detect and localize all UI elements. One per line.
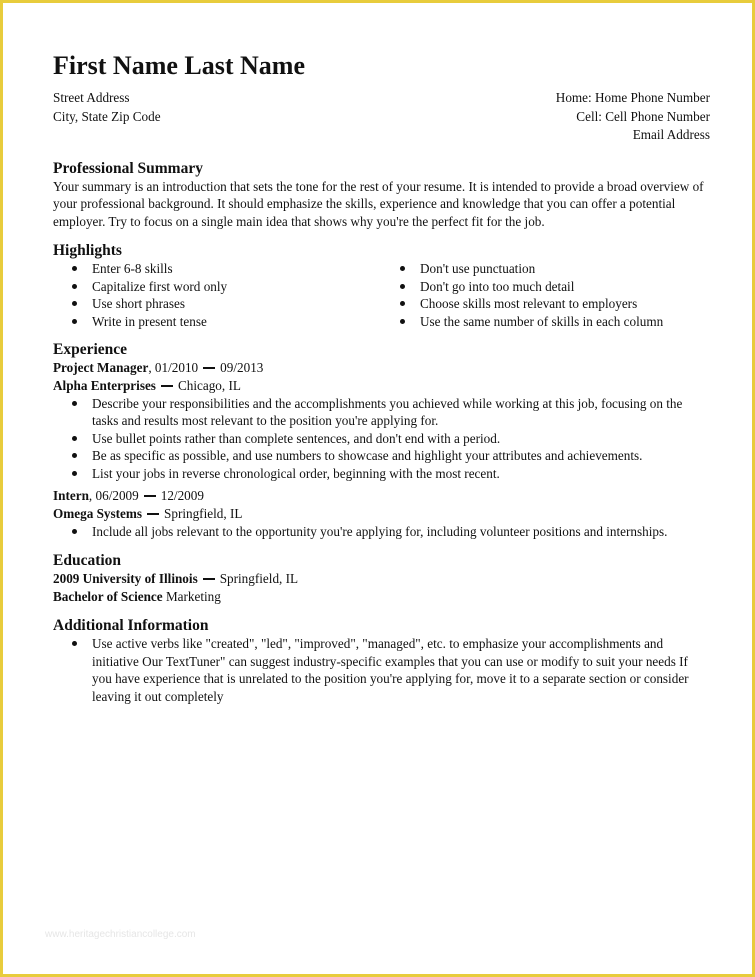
degree-line xyxy=(53,588,710,606)
bullet-icon xyxy=(72,266,77,271)
degree-field: Marketing xyxy=(162,589,221,605)
home-phone: Home: Home Phone Number xyxy=(555,90,710,105)
job-bullets xyxy=(53,523,710,541)
list-item: Don't go into too much detail xyxy=(381,278,709,296)
company-name: Omega Systems xyxy=(53,505,143,521)
highlights-heading: Highlights xyxy=(53,242,122,260)
resume-document xyxy=(53,50,710,706)
list-item: Don't use punctuation xyxy=(381,260,709,278)
company-location: Springfield, IL xyxy=(164,505,243,521)
summary-heading: Professional Summary xyxy=(53,159,203,177)
bullet-icon xyxy=(72,453,77,458)
dash-icon xyxy=(203,578,215,580)
job-entry-1 xyxy=(53,359,710,483)
bullet-icon xyxy=(72,319,77,324)
company-name: Alpha Enterprises xyxy=(53,377,156,393)
bullet-icon xyxy=(400,301,405,306)
school-location: Springfield, IL xyxy=(219,571,299,587)
cell-phone: Cell: Cell Phone Number xyxy=(576,108,710,124)
address-block xyxy=(53,89,161,145)
education-heading: Education xyxy=(53,552,122,570)
education-section xyxy=(53,551,710,606)
list-item: Use active verbs like "created", "led", "improved", "managed", etc. to emphasize your accomplishments and initiative Our TextTuner" can suggest industry-specific examples that you can use or modify to suit your needs If you have experience that is unrelated to the position you're applying for, move it to a separate section or consider leaving it out completely xyxy=(53,635,710,705)
additional-bullets xyxy=(53,635,710,705)
contact-block xyxy=(53,89,710,145)
highlights-columns xyxy=(53,260,710,330)
list-item: List your jobs in reverse chronological order, beginning with the most recent. xyxy=(53,465,710,483)
bullet-icon xyxy=(72,436,77,441)
bullet-icon xyxy=(72,284,77,289)
list-item: Describe your responsibilities and the accomplishments you achieved while working at this job, focusing on the tasks and results most relevant to the position you're applying for. xyxy=(53,395,710,430)
additional-section xyxy=(53,616,710,705)
watermark-text: www.heritagechristiancollege.com xyxy=(45,929,196,940)
candidate-name: First Name Last Name xyxy=(53,51,305,80)
summary-section xyxy=(53,159,710,231)
bullet-icon xyxy=(72,641,77,646)
list-item: Be as specific as possible, and use numbers to showcase and highlight your attributes and achievements. xyxy=(53,447,710,465)
bullet-icon xyxy=(400,266,405,271)
list-item: Write in present tense xyxy=(53,313,381,331)
job-title-line xyxy=(53,359,710,377)
highlights-left-column xyxy=(53,260,381,330)
dash-icon xyxy=(161,385,173,387)
dash-icon xyxy=(144,495,156,497)
bullet-icon xyxy=(400,319,405,324)
city-state-zip: City, State Zip Code xyxy=(53,108,161,124)
job-bullets xyxy=(53,395,710,483)
school-line xyxy=(53,570,710,588)
list-item: Use the same number of skills in each column xyxy=(381,313,709,331)
job-role: Intern xyxy=(53,487,89,503)
company-line xyxy=(53,377,710,395)
list-item: Capitalize first word only xyxy=(53,278,381,296)
email-address: Email Address xyxy=(632,127,710,142)
degree-name: Bachelor of Science xyxy=(53,589,163,605)
job-role: Project Manager xyxy=(53,359,149,375)
summary-text: Your summary is an introduction that sets the tone for the rest of your resume. It is intended to provide a broad overview of your professional background. It should emphasize the skills, experience and knowledge that you can offer a potential employer. Try to focus on a single main idea that shows why you're the perfect fit for the job. xyxy=(53,178,704,229)
list-item: Use short phrases xyxy=(53,295,381,313)
job-entry-2 xyxy=(53,487,710,541)
job-start-date: , 06/2009 xyxy=(88,487,139,503)
job-start-date: , 01/2010 xyxy=(148,359,199,375)
phone-email-block xyxy=(556,89,710,145)
list-item: Choose skills most relevant to employers xyxy=(381,295,709,313)
bullet-icon xyxy=(72,471,77,476)
list-item: Use bullet points rather than complete sentences, and don't end with a period. xyxy=(53,430,710,448)
job-end-date: 12/2009 xyxy=(160,487,204,503)
list-item: Include all jobs relevant to the opportunity you're applying for, including volunteer positions and internships. xyxy=(53,523,710,541)
additional-heading: Additional Information xyxy=(53,617,209,635)
bullet-icon xyxy=(72,529,77,534)
street-address: Street Address xyxy=(53,90,130,105)
bullet-icon xyxy=(72,301,77,306)
bullet-icon xyxy=(72,401,77,406)
job-end-date: 09/2013 xyxy=(220,359,264,375)
highlights-section xyxy=(53,241,710,330)
job-title-line xyxy=(53,487,710,505)
experience-section xyxy=(53,340,710,541)
company-location: Chicago, IL xyxy=(177,377,241,393)
school-name: 2009 University of Illinois xyxy=(53,571,198,587)
bullet-icon xyxy=(400,284,405,289)
company-line xyxy=(53,505,710,523)
experience-heading: Experience xyxy=(53,340,128,358)
highlights-right-column xyxy=(381,260,709,330)
dash-icon xyxy=(203,367,215,369)
list-item: Enter 6-8 skills xyxy=(53,260,381,278)
dash-icon xyxy=(147,513,159,515)
